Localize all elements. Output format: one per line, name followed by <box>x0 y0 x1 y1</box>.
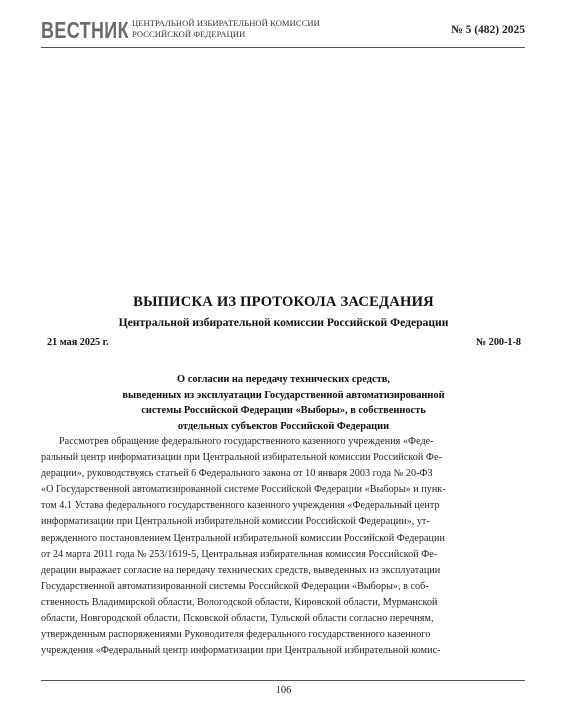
body-line: учреждения «Федеральный центр информатизации при Центральной избирательной комис- <box>41 645 441 657</box>
document-number: № 200-1-8 <box>475 337 521 348</box>
body-line: вержденного постановлением Центральной избирательной комиссии Российской Федерации <box>41 532 445 544</box>
journal-subtitle <box>132 18 320 40</box>
body-line: области, Новгородской области, Псковской области, Тульской области согласно перечням, <box>41 613 434 625</box>
body-line: утвержденным распоряжениями Руководителя федерального государственного казенного <box>41 629 431 641</box>
resolution-line: отдельных субъектов Российской Федерации <box>177 420 390 432</box>
resolution-heading <box>40 372 527 434</box>
journal-header <box>41 17 525 47</box>
resolution-line: выведенных из эксплуатации Государственной автоматизированной <box>122 389 445 401</box>
document-date: 21 мая 2025 г. <box>47 337 109 348</box>
body-line: Рассмотрев обращение федерального государственного казенного учреждения «Феде- <box>59 436 434 447</box>
page-number: 106 <box>275 685 292 696</box>
body-line: дерации», руководствуясь статьей 6 Федерального закона от 10 января 2003 года № 20-ФЗ <box>41 468 433 480</box>
body-line: дерации выражает согласие на передачу технических средств, выведенных из эксплуатации <box>41 564 441 576</box>
resolution-line: О согласии на передачу технических средств, <box>177 374 390 385</box>
document-title: ВЫПИСКА ИЗ ПРОТОКОЛА ЗАСЕДАНИЯ <box>133 294 434 310</box>
journal-subtitle-line-2: РОССИЙСКОЙ ФЕДЕРАЦИИ <box>132 29 246 39</box>
header-divider <box>41 47 525 48</box>
journal-subtitle-line-1: ЦЕНТРАЛЬНОЙ ИЗБИРАТЕЛЬНОЙ КОМИССИИ <box>132 18 320 28</box>
body-line: ральный центр информатизации при Центральной избирательной комиссии Российской Фе- <box>41 452 442 464</box>
body-line: ственность Владимирской области, Вологодской области, Кировской области, Мурманской <box>41 596 438 608</box>
body-line: информатизации при Центральной избирательной комиссии Российской Федерации», ут- <box>41 516 430 528</box>
body-line: том 4.1 Устава федерального государственного казенного учреждения «Федеральный центр <box>41 500 440 512</box>
footer-divider <box>41 680 525 681</box>
issue-number: № 5 (482) 2025 <box>451 24 525 36</box>
document-subtitle: Центральной избирательной комиссии Российской Федерации <box>118 316 449 329</box>
body-line: «О Государственной автоматизированной системе Российской Федерации «Выборы» и пунк- <box>41 484 446 496</box>
resolution-line: системы Российской Федерации «Выборы», в собственность <box>141 405 426 416</box>
body-paragraph <box>41 434 525 659</box>
body-line: от 24 марта 2011 года № 253/1619-5, Центральная избирательная комиссия Российской Фе- <box>41 548 438 560</box>
journal-brand: ВЕСТНИК <box>41 17 129 43</box>
body-line: Государственной автоматизированной системы Российской Федерации «Выборы», в соб- <box>41 580 429 592</box>
